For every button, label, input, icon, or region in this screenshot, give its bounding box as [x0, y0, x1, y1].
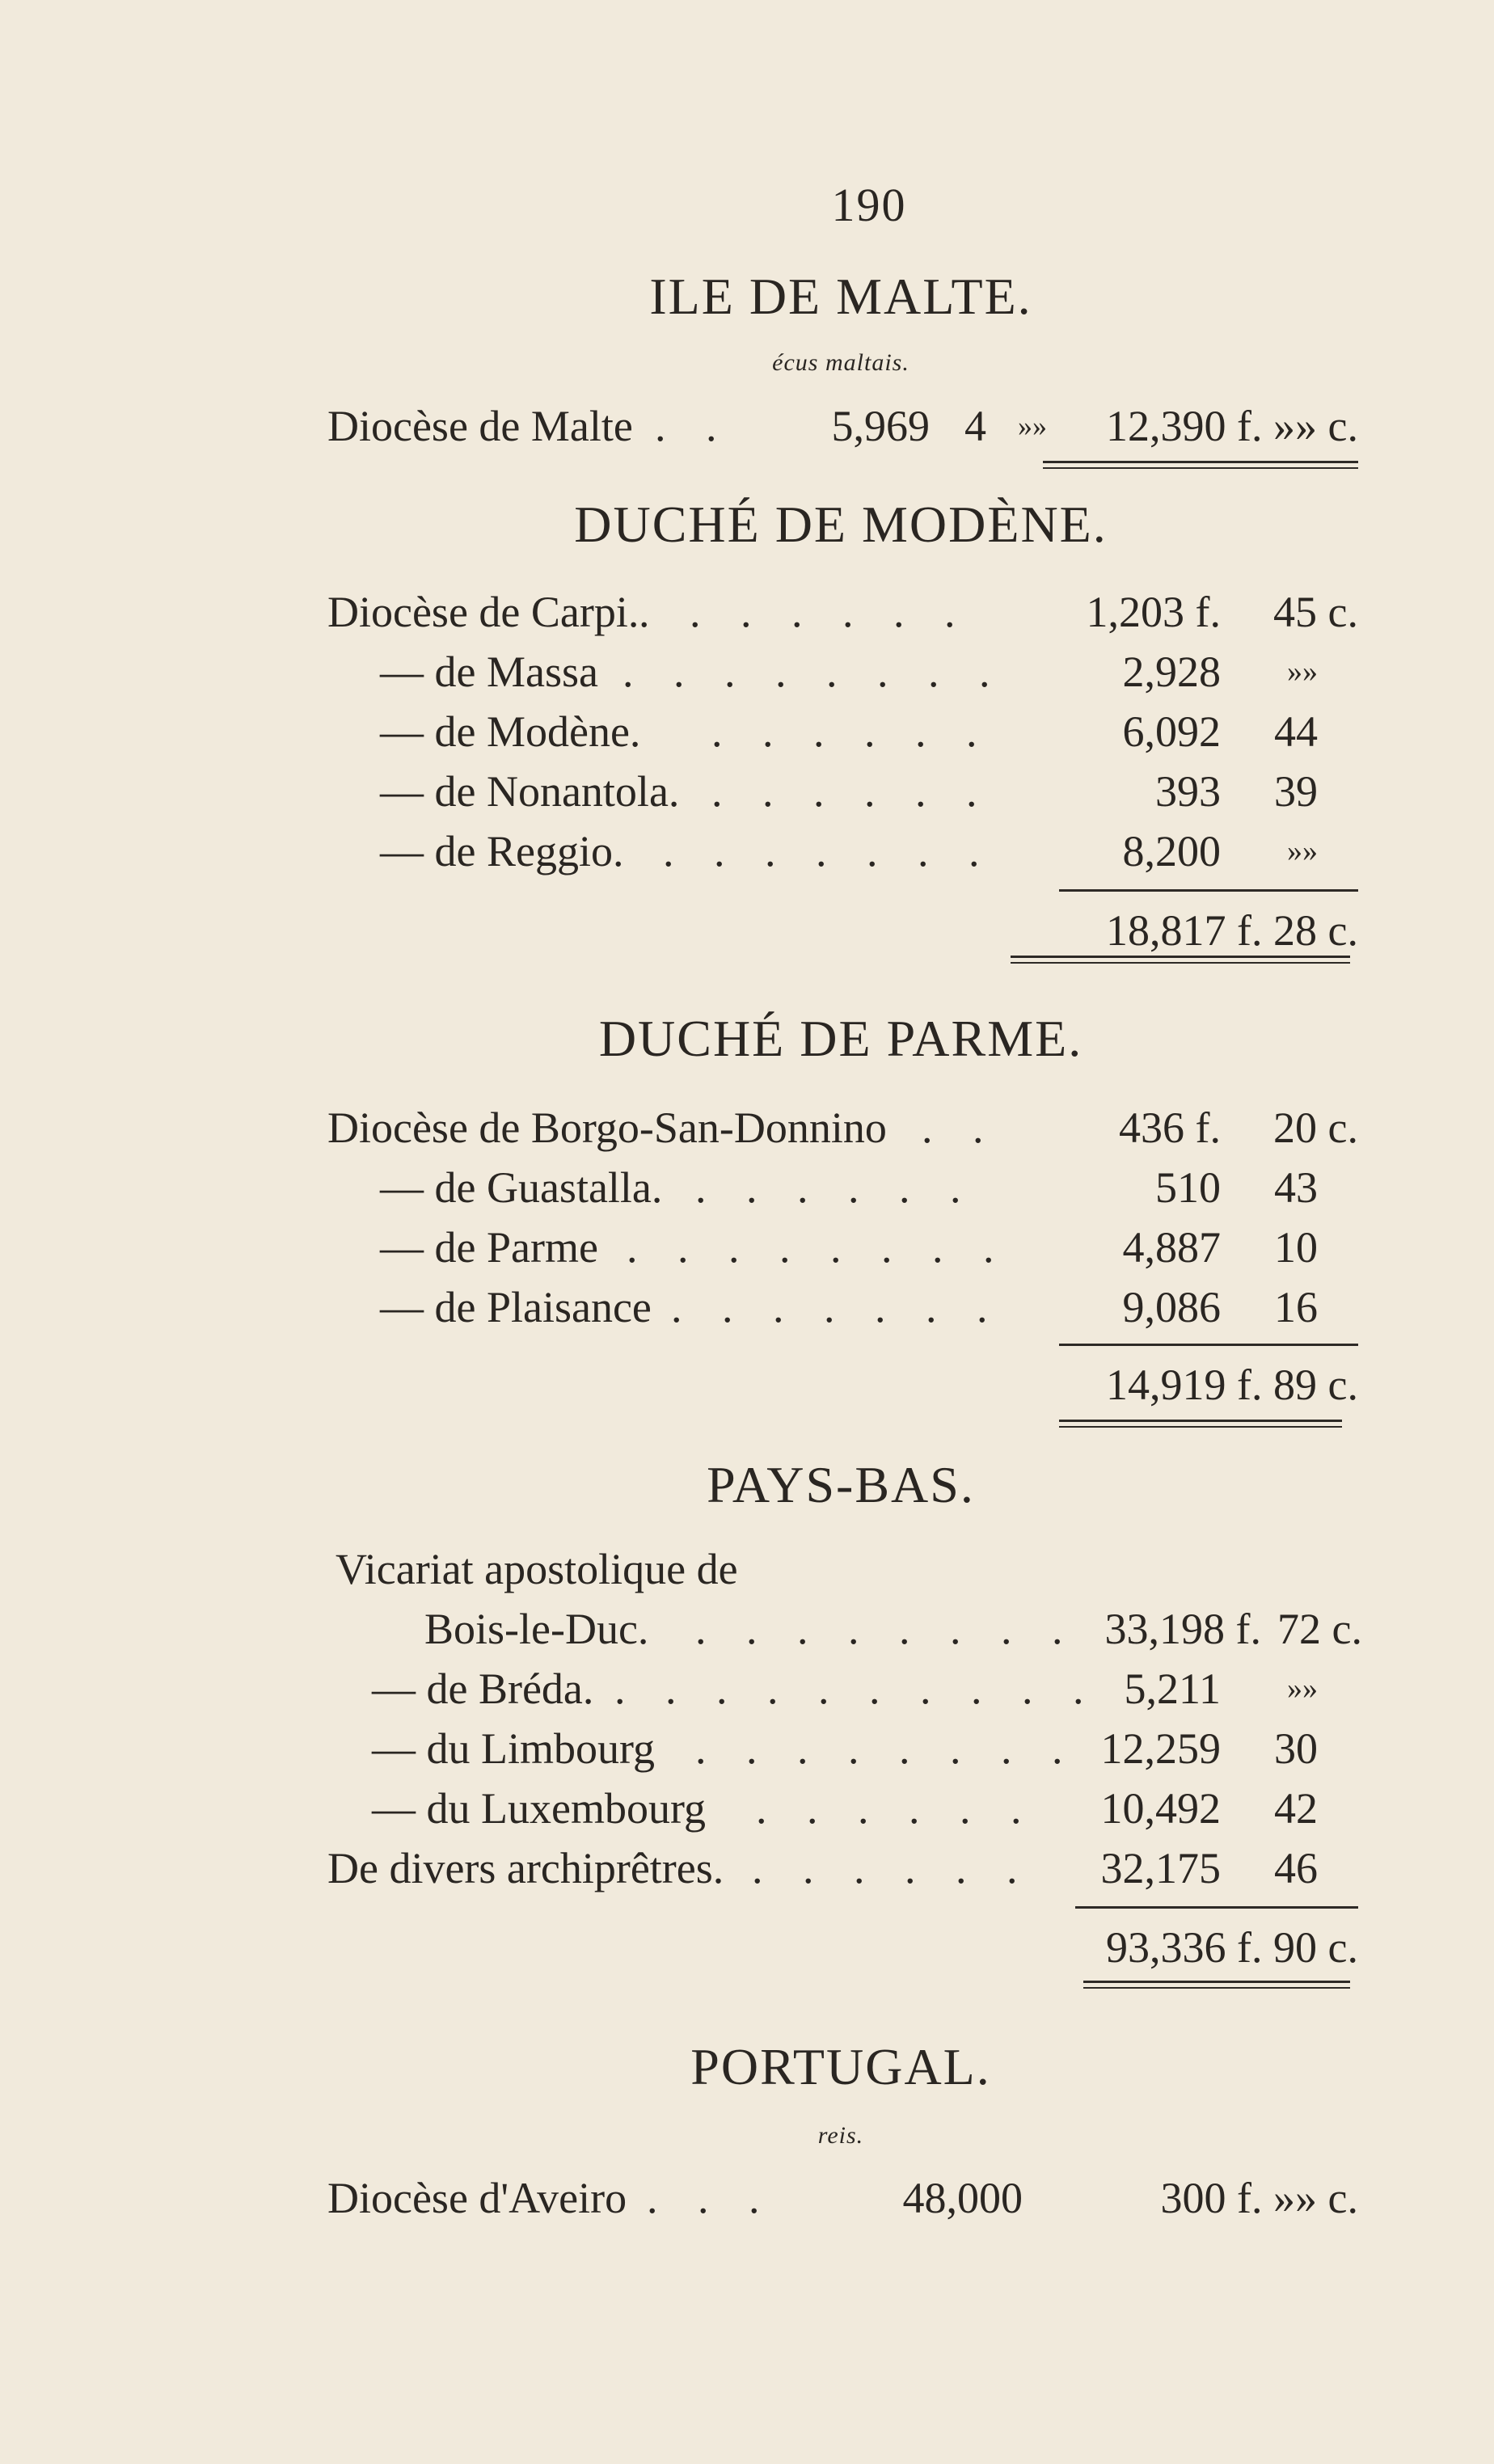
- leader-dots: . . . . . . .: [663, 827, 994, 875]
- cents-amount: 20 c.: [1273, 1103, 1358, 1152]
- row-paysbas: [0, 1838, 1494, 1898]
- leader-dots: . . . . . . . . . .: [614, 1664, 1099, 1713]
- leader-dots: . . . . . .: [756, 1784, 1036, 1833]
- row-modene: [0, 702, 1494, 762]
- page-number: 190: [831, 179, 907, 231]
- row-paysbas: [0, 1659, 1494, 1719]
- franc-amount: 12,259: [1100, 1724, 1221, 1773]
- leader-dots: . . . . . . .: [639, 588, 970, 636]
- cents-amount: 44: [1274, 707, 1318, 756]
- row-parme: [0, 1098, 1494, 1158]
- row-malte: [0, 396, 1494, 456]
- cents-amount: 30: [1274, 1724, 1318, 1773]
- cents-amount: 39: [1274, 767, 1318, 816]
- diocese-name: — de Plaisance: [380, 1283, 652, 1331]
- vicariat-name: — de Bréda.: [372, 1664, 594, 1713]
- leader-dots: . .: [922, 1103, 998, 1152]
- modene-total: 18,817 f. 28 c.: [1106, 906, 1358, 955]
- section-title-paysbas: PAYS-BAS.: [707, 1456, 975, 1513]
- leader-dots: . . .: [647, 2174, 774, 2222]
- cents-amount: 45 c.: [1273, 588, 1358, 636]
- paysbas-intro-row: [0, 1539, 1494, 1599]
- reis-value: 48,000: [902, 2174, 1023, 2222]
- leader-dots: . . . . . . .: [671, 1283, 1002, 1331]
- franc-amount: 9,086: [1122, 1283, 1221, 1331]
- ecus-value: 5,969: [831, 402, 930, 450]
- section-title-portugal: PORTUGAL.: [690, 2038, 991, 2095]
- franc-amount: 510: [1155, 1163, 1221, 1212]
- leader-dots: . . . . . . . .: [695, 1724, 1078, 1773]
- diocese-name: — de Reggio.: [380, 827, 624, 875]
- leader-dots: . . . . . .: [711, 767, 992, 816]
- diocese-name: Diocèse d'Aveiro: [327, 2174, 627, 2222]
- section-title-modene: DUCHÉ DE MODÈNE.: [574, 496, 1108, 553]
- double-rule: [1011, 956, 1350, 964]
- row-modene: [0, 582, 1494, 642]
- leader-dots: . . . . . .: [711, 707, 992, 756]
- cents-amount: »»: [1287, 834, 1318, 868]
- sum-rule: [1059, 1344, 1358, 1346]
- leader-dots: . . . . . . . .: [622, 648, 1005, 696]
- sum-rule: [1075, 1906, 1358, 1909]
- franc-amount: 32,175: [1100, 1844, 1221, 1892]
- row-parme: [0, 1158, 1494, 1217]
- franc-amount: 393: [1155, 767, 1221, 816]
- franc-amount: 33,198 f.: [1104, 1605, 1261, 1653]
- row-paysbas: [0, 1599, 1494, 1659]
- row-paysbas: [0, 1778, 1494, 1838]
- cents-amount: »»: [1287, 1672, 1318, 1706]
- diocese-name: Diocèse de Carpi.: [327, 588, 639, 636]
- section-title-parme: DUCHÉ DE PARME.: [598, 1010, 1083, 1067]
- diocese-name: — de Nonantola.: [380, 767, 680, 816]
- vicariat-name: Bois-le-Duc.: [424, 1605, 649, 1653]
- double-rule: [1043, 461, 1358, 469]
- parme-total: 14,919 f. 89 c.: [1106, 1361, 1358, 1409]
- ecus-cents-mark: »»: [1018, 410, 1047, 442]
- row-parme: [0, 1217, 1494, 1277]
- cents-amount: 46: [1274, 1844, 1318, 1892]
- cents-amount: 72 c.: [1277, 1605, 1362, 1653]
- cents-amount: »»: [1287, 655, 1318, 689]
- cents-amount: 43: [1274, 1163, 1318, 1212]
- franc-amount: 5,211: [1124, 1664, 1221, 1713]
- paysbas-total: 93,336 f. 90 c.: [1106, 1923, 1358, 1972]
- cents-amount: 10: [1274, 1223, 1318, 1272]
- cents-amount: 42: [1274, 1784, 1318, 1833]
- ecus-cents: 4: [964, 402, 986, 450]
- diocese-name: — de Massa: [380, 648, 598, 696]
- vicariat-name: — du Luxembourg: [372, 1784, 706, 1833]
- cents-amount: 16: [1274, 1283, 1318, 1331]
- leader-dots: . . . . . . . .: [627, 1223, 1009, 1272]
- diocese-name: — de Parme: [380, 1223, 598, 1272]
- leader-dots: . . . . . .: [695, 1163, 976, 1212]
- franc-amount: 8,200: [1122, 827, 1221, 875]
- double-rule: [1083, 1981, 1350, 1989]
- row-modene: [0, 642, 1494, 702]
- row-modene: [0, 762, 1494, 821]
- franc-amount: 2,928: [1122, 648, 1221, 696]
- unit-label-ecus: écus maltais.: [772, 349, 909, 376]
- vicariat-name: — du Limbourg: [372, 1724, 655, 1773]
- diocese-name: Diocèse de Borgo-San-Donnino: [327, 1103, 887, 1152]
- diocese-name: — de Guastalla.: [380, 1163, 663, 1212]
- vicariat-name: De divers archiprêtres.: [327, 1844, 724, 1892]
- row-modene: [0, 821, 1494, 881]
- leader-dots: . .: [655, 402, 732, 450]
- franc-amount: 4,887: [1122, 1223, 1221, 1272]
- leader-dots: . . . . . .: [752, 1844, 1032, 1892]
- diocese-name: Diocèse de Malte: [327, 402, 633, 450]
- franc-amount: 436 f.: [1119, 1103, 1221, 1152]
- row-parme: [0, 1277, 1494, 1337]
- row-portugal: [0, 2168, 1494, 2228]
- diocese-name: — de Modène.: [380, 707, 641, 756]
- franc-amount: 10,492: [1100, 1784, 1221, 1833]
- leader-dots: . . . . . . . .: [695, 1605, 1078, 1653]
- vicariat-heading: Vicariat apostolique de: [336, 1545, 738, 1593]
- unit-label-reis: reis.: [817, 2122, 864, 2149]
- franc-amount: 300 f. »» c.: [1160, 2174, 1358, 2222]
- sum-rule: [1059, 889, 1358, 892]
- franc-amount: 12,390 f. »» c.: [1106, 402, 1358, 450]
- double-rule: [1059, 1420, 1342, 1428]
- franc-amount: 6,092: [1122, 707, 1221, 756]
- row-paysbas: [0, 1719, 1494, 1778]
- section-title-malte: ILE DE MALTE.: [649, 268, 1032, 325]
- franc-amount: 1,203 f.: [1086, 588, 1221, 636]
